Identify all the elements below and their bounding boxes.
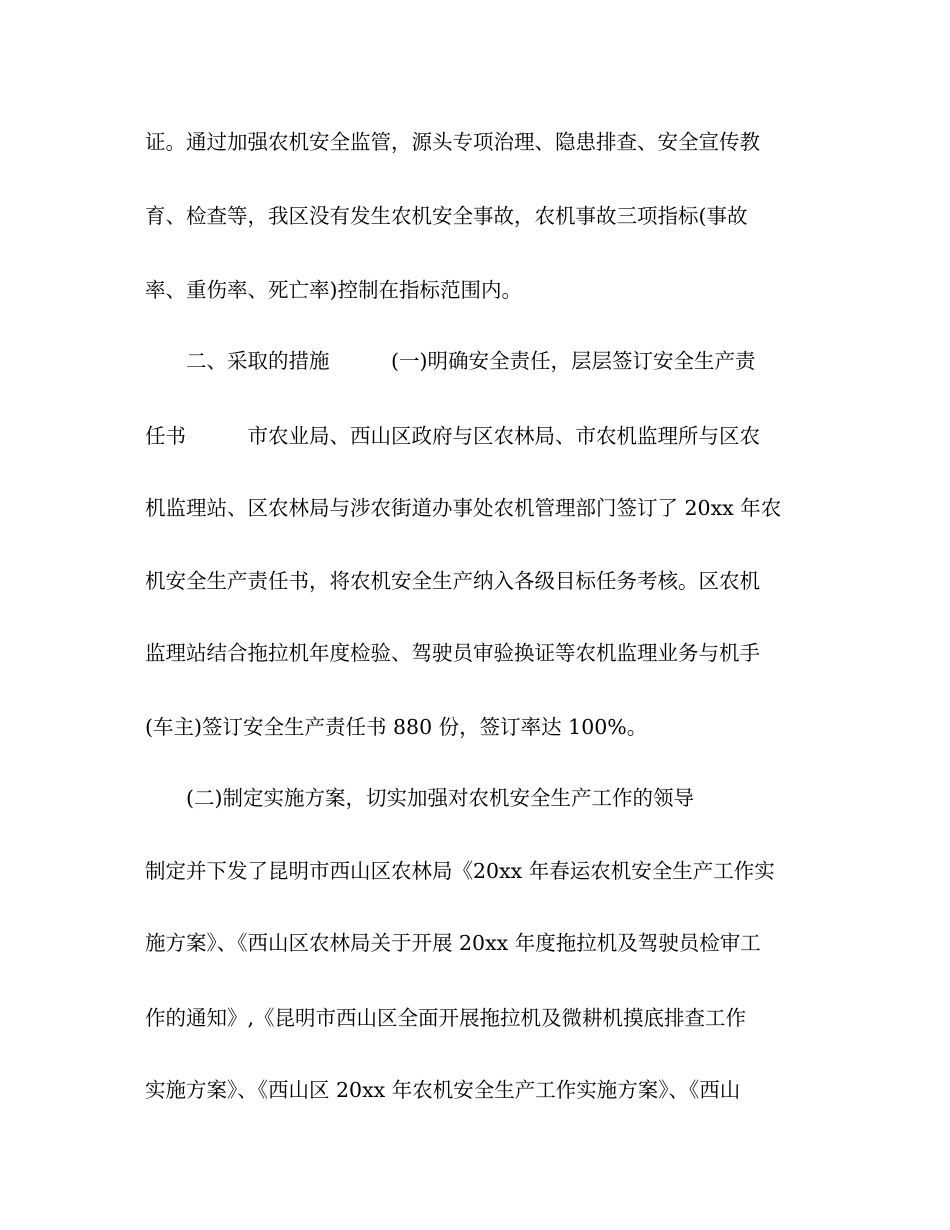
text-line: 制定并下发了昆明市西山区农林局《20xx 年春运农机安全生产工作实 (145, 859, 775, 883)
text-line: 证。通过加强农机安全监管，源头专项治理、隐患排查、安全宣传教 (145, 130, 760, 154)
text-line: (车主)签订安全生产责任书 880 份，签订率达 100%。 (145, 715, 648, 739)
text-line: 实施方案》、《西山区 20xx 年农机安全生产工作实施方案》、《西山 (145, 1078, 741, 1102)
text-line: 机安全生产责任书，将农机安全生产纳入各级目标任务考核。区农机 (145, 569, 760, 593)
text-line: 监理站结合拖拉机年度检验、驾驶员审验换证等农机监理业务与机手 (145, 641, 760, 665)
text-line: (二)制定实施方案，切实加强对农机安全生产工作的领导 (145, 786, 694, 810)
text-line: 机监理站、区农林局与涉农街道办事处农机管理部门签订了 20xx 年农 (145, 496, 782, 520)
text-line: 任书 市农业局、西山区政府与区农林局、市农机监理所与区农 (145, 424, 760, 448)
text-line: 率、重伤率、死亡率)控制在指标范围内。 (145, 278, 522, 302)
text-line: 施方案》、《西山区农林局关于开展 20xx 年度拖拉机及驾驶员检审工 (145, 931, 761, 955)
text-line: 二、采取的措施 (一)明确安全责任，层层签订安全生产责 (145, 349, 756, 373)
text-line: 作的通知》,《昆明市西山区全面开展拖拉机及微耕机摸底排查工作 (145, 1006, 747, 1030)
text-line: 育、检查等，我区没有发生农机安全事故，农机事故三项指标(事故 (145, 204, 748, 228)
